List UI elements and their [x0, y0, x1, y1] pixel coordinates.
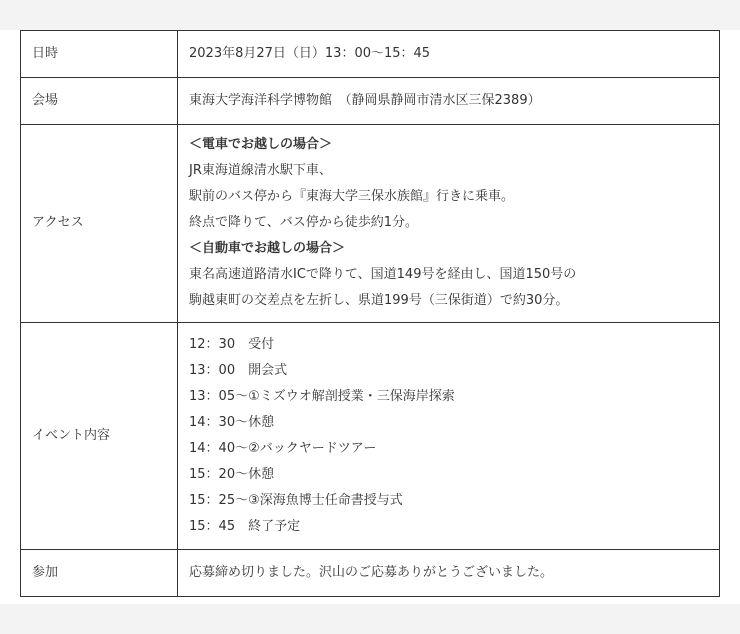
table-row-venue: [21, 78, 720, 125]
table-row-event: [21, 323, 720, 550]
schedule-item: 14：30〜休憩: [189, 415, 275, 430]
schedule-item: 15：25〜③深海魚博士任命書授与式: [189, 493, 403, 508]
participation-value: 応募締め切りました。沢山のご応募ありがとうございました。: [178, 550, 720, 597]
schedule-item: 14：40〜②バックヤードツアー: [189, 441, 377, 456]
venue-label: 会場: [21, 78, 178, 125]
access-line: 東名高速道路清水ICで降りて、国道149号を経由し、国道150号の: [189, 267, 577, 282]
table-row-access: [21, 125, 720, 323]
event-schedule: [178, 323, 720, 550]
event-info-table: [20, 30, 720, 597]
date-value: 2023年8月27日（日）13：00〜15：45: [178, 31, 720, 78]
event-label: イベント内容: [21, 323, 178, 550]
access-car-heading: ＜自動車でお越しの場合＞: [189, 241, 346, 256]
access-line: 終点で降りて、バス停から徒歩約1分。: [189, 215, 419, 230]
schedule-item: 13：00 開会式: [189, 363, 288, 378]
venue-value: 東海大学海洋科学博物館 （静岡県静岡市清水区三保2389）: [178, 78, 720, 125]
table-row-participation: [21, 550, 720, 597]
schedule-item: 15：20〜休憩: [189, 467, 275, 482]
access-line: 駒越東町の交差点を左折し、県道199号（三保街道）で約30分。: [189, 293, 569, 308]
access-line: 駅前のバス停から『東海大学三保水族館』行きに乗車。: [189, 189, 515, 204]
schedule-item: 15：45 終了予定: [189, 519, 301, 534]
schedule-item: 12：30 受付: [189, 337, 275, 352]
schedule-item: 13：05〜①ミズウオ解剖授業・三保海岸探索: [189, 389, 455, 404]
table-row-date: [21, 31, 720, 78]
participation-label: 参加: [21, 550, 178, 597]
access-line: JR東海道線清水駅下車、: [189, 163, 332, 178]
date-label: 日時: [21, 31, 178, 78]
access-value: [178, 125, 720, 323]
access-label: アクセス: [21, 125, 178, 323]
access-train-heading: ＜電車でお越しの場合＞: [189, 137, 333, 152]
